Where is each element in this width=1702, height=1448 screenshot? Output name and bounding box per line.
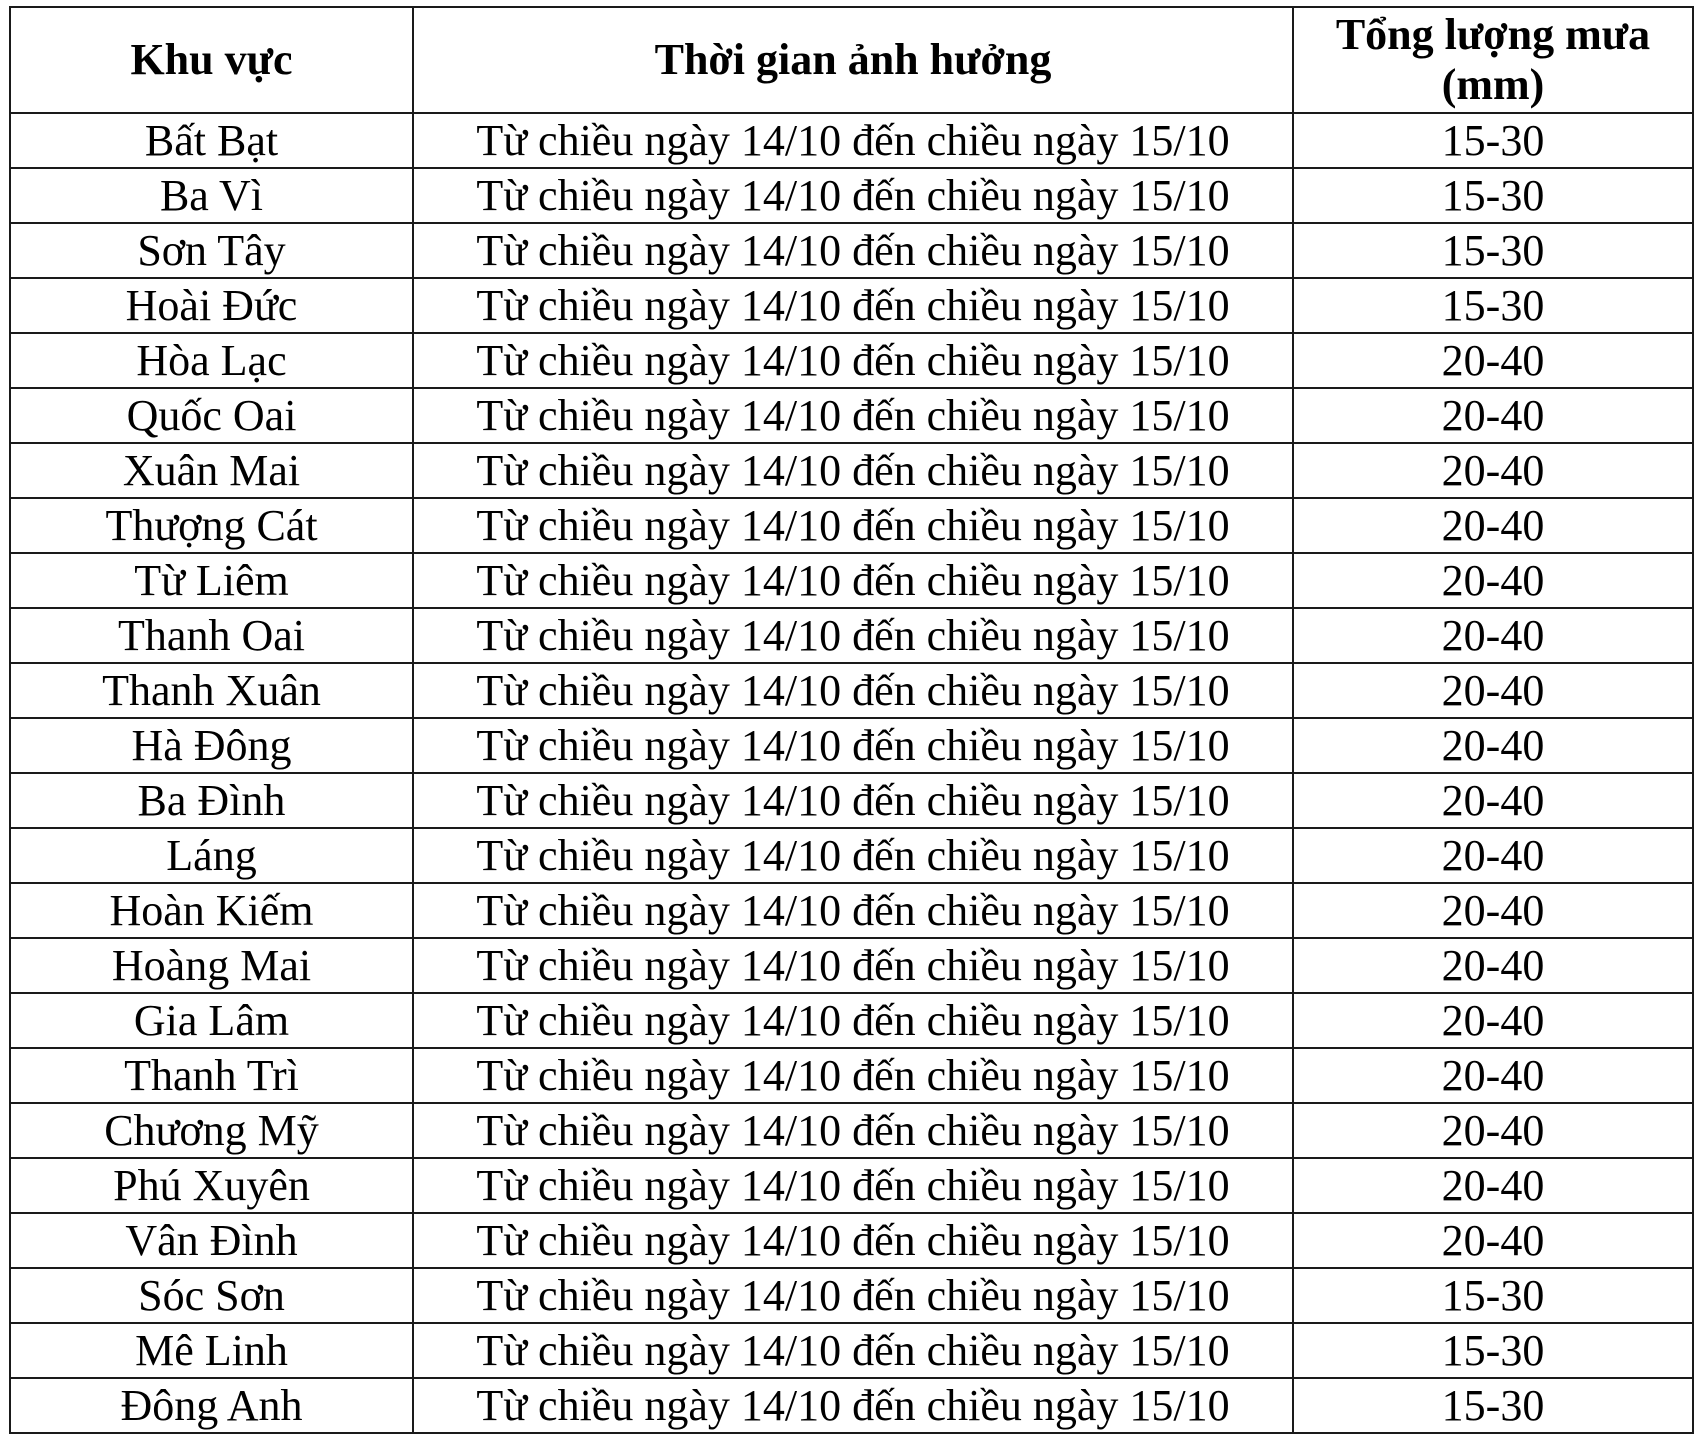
- table-row: [10, 113, 1693, 168]
- rainfall-cell: 15-30: [1293, 1378, 1693, 1433]
- time-cell: Từ chiều ngày 14/10 đến chiều ngày 15/10: [413, 278, 1293, 333]
- table-row: [10, 553, 1693, 608]
- table-row: [10, 498, 1693, 553]
- time-cell: Từ chiều ngày 14/10 đến chiều ngày 15/10: [413, 883, 1293, 938]
- header-row: [10, 7, 1693, 113]
- rainfall-cell: 20-40: [1293, 1213, 1693, 1268]
- header-rainfall-title: Tổng lượng mưa: [1335, 10, 1651, 59]
- time-cell: Từ chiều ngày 14/10 đến chiều ngày 15/10: [413, 168, 1293, 223]
- rainfall-cell: 20-40: [1293, 443, 1693, 498]
- rainfall-cell: 20-40: [1293, 718, 1693, 773]
- time-cell: Từ chiều ngày 14/10 đến chiều ngày 15/10: [413, 388, 1293, 443]
- area-cell: Hoàng Mai: [10, 938, 413, 993]
- rainfall-cell: 15-30: [1293, 223, 1693, 278]
- area-cell: Mê Linh: [10, 1323, 413, 1378]
- table-row: [10, 938, 1693, 993]
- time-cell: Từ chiều ngày 14/10 đến chiều ngày 15/10: [413, 608, 1293, 663]
- rainfall-cell: 20-40: [1293, 938, 1693, 993]
- time-cell: Từ chiều ngày 14/10 đến chiều ngày 15/10: [413, 938, 1293, 993]
- time-cell: Từ chiều ngày 14/10 đến chiều ngày 15/10: [413, 553, 1293, 608]
- rainfall-cell: 20-40: [1293, 1158, 1693, 1213]
- rainfall-cell: 20-40: [1293, 828, 1693, 883]
- rainfall-cell: 20-40: [1293, 553, 1693, 608]
- rainfall-cell: 20-40: [1293, 333, 1693, 388]
- table-row: [10, 1158, 1693, 1213]
- rainfall-cell: 15-30: [1293, 278, 1693, 333]
- table-row: [10, 883, 1693, 938]
- time-cell: Từ chiều ngày 14/10 đến chiều ngày 15/10: [413, 498, 1293, 553]
- time-cell: Từ chiều ngày 14/10 đến chiều ngày 15/10: [413, 113, 1293, 168]
- table-row: [10, 608, 1693, 663]
- time-cell: Từ chiều ngày 14/10 đến chiều ngày 15/10: [413, 1268, 1293, 1323]
- rainfall-cell: 20-40: [1293, 388, 1693, 443]
- area-cell: Hòa Lạc: [10, 333, 413, 388]
- area-cell: Gia Lâm: [10, 993, 413, 1048]
- area-cell: Bất Bạt: [10, 113, 413, 168]
- area-cell: Xuân Mai: [10, 443, 413, 498]
- area-cell: Thanh Oai: [10, 608, 413, 663]
- rainfall-cell: 15-30: [1293, 168, 1693, 223]
- area-cell: Hà Đông: [10, 718, 413, 773]
- table-header: [10, 7, 1693, 113]
- rainfall-cell: 20-40: [1293, 1048, 1693, 1103]
- time-cell: Từ chiều ngày 14/10 đến chiều ngày 15/10: [413, 718, 1293, 773]
- table-row: [10, 1103, 1693, 1158]
- area-cell: Hoài Đức: [10, 278, 413, 333]
- area-cell: Sóc Sơn: [10, 1268, 413, 1323]
- time-cell: Từ chiều ngày 14/10 đến chiều ngày 15/10: [413, 773, 1293, 828]
- area-cell: Quốc Oai: [10, 388, 413, 443]
- area-cell: Từ Liêm: [10, 553, 413, 608]
- table-row: [10, 718, 1693, 773]
- area-cell: Hoàn Kiếm: [10, 883, 413, 938]
- time-cell: Từ chiều ngày 14/10 đến chiều ngày 15/10: [413, 333, 1293, 388]
- table-row: [10, 1048, 1693, 1103]
- table-row: [10, 223, 1693, 278]
- table-row: [10, 773, 1693, 828]
- rainfall-cell: 20-40: [1293, 663, 1693, 718]
- time-cell: Từ chiều ngày 14/10 đến chiều ngày 15/10: [413, 828, 1293, 883]
- time-cell: Từ chiều ngày 14/10 đến chiều ngày 15/10: [413, 993, 1293, 1048]
- table-row: [10, 168, 1693, 223]
- header-time: Thời gian ảnh hưởng: [413, 7, 1293, 113]
- table-row: [10, 333, 1693, 388]
- rainfall-cell: 20-40: [1293, 773, 1693, 828]
- area-cell: Ba Vì: [10, 168, 413, 223]
- table-row: [10, 278, 1693, 333]
- table-row: [10, 443, 1693, 498]
- table-row: [10, 663, 1693, 718]
- area-cell: Đông Anh: [10, 1378, 413, 1433]
- time-cell: Từ chiều ngày 14/10 đến chiều ngày 15/10: [413, 663, 1293, 718]
- area-cell: Thanh Xuân: [10, 663, 413, 718]
- table-row: [10, 1378, 1693, 1433]
- rainfall-cell: 20-40: [1293, 993, 1693, 1048]
- area-cell: Láng: [10, 828, 413, 883]
- rainfall-table: [9, 6, 1694, 1434]
- header-rainfall: [1293, 7, 1693, 113]
- time-cell: Từ chiều ngày 14/10 đến chiều ngày 15/10: [413, 1213, 1293, 1268]
- area-cell: Ba Đình: [10, 773, 413, 828]
- rainfall-cell: 15-30: [1293, 1268, 1693, 1323]
- table-row: [10, 388, 1693, 443]
- time-cell: Từ chiều ngày 14/10 đến chiều ngày 15/10: [413, 1103, 1293, 1158]
- time-cell: Từ chiều ngày 14/10 đến chiều ngày 15/10: [413, 1323, 1293, 1378]
- time-cell: Từ chiều ngày 14/10 đến chiều ngày 15/10: [413, 1378, 1293, 1433]
- table-row: [10, 828, 1693, 883]
- time-cell: Từ chiều ngày 14/10 đến chiều ngày 15/10: [413, 1158, 1293, 1213]
- area-cell: Vân Đình: [10, 1213, 413, 1268]
- rainfall-cell: 20-40: [1293, 498, 1693, 553]
- table-row: [10, 1268, 1693, 1323]
- area-cell: Chương Mỹ: [10, 1103, 413, 1158]
- rainfall-cell: 20-40: [1293, 608, 1693, 663]
- rainfall-cell: 15-30: [1293, 1323, 1693, 1378]
- header-area: Khu vực: [10, 7, 413, 113]
- area-cell: Thanh Trì: [10, 1048, 413, 1103]
- rainfall-cell: 20-40: [1293, 1103, 1693, 1158]
- rainfall-cell: 20-40: [1293, 883, 1693, 938]
- header-rainfall-unit: (mm): [1441, 60, 1545, 109]
- time-cell: Từ chiều ngày 14/10 đến chiều ngày 15/10: [413, 443, 1293, 498]
- table-row: [10, 1213, 1693, 1268]
- table-row: [10, 993, 1693, 1048]
- time-cell: Từ chiều ngày 14/10 đến chiều ngày 15/10: [413, 223, 1293, 278]
- table-row: [10, 1323, 1693, 1378]
- table-body: [10, 113, 1693, 1433]
- area-cell: Sơn Tây: [10, 223, 413, 278]
- time-cell: Từ chiều ngày 14/10 đến chiều ngày 15/10: [413, 1048, 1293, 1103]
- rainfall-cell: 15-30: [1293, 113, 1693, 168]
- area-cell: Phú Xuyên: [10, 1158, 413, 1213]
- area-cell: Thượng Cát: [10, 498, 413, 553]
